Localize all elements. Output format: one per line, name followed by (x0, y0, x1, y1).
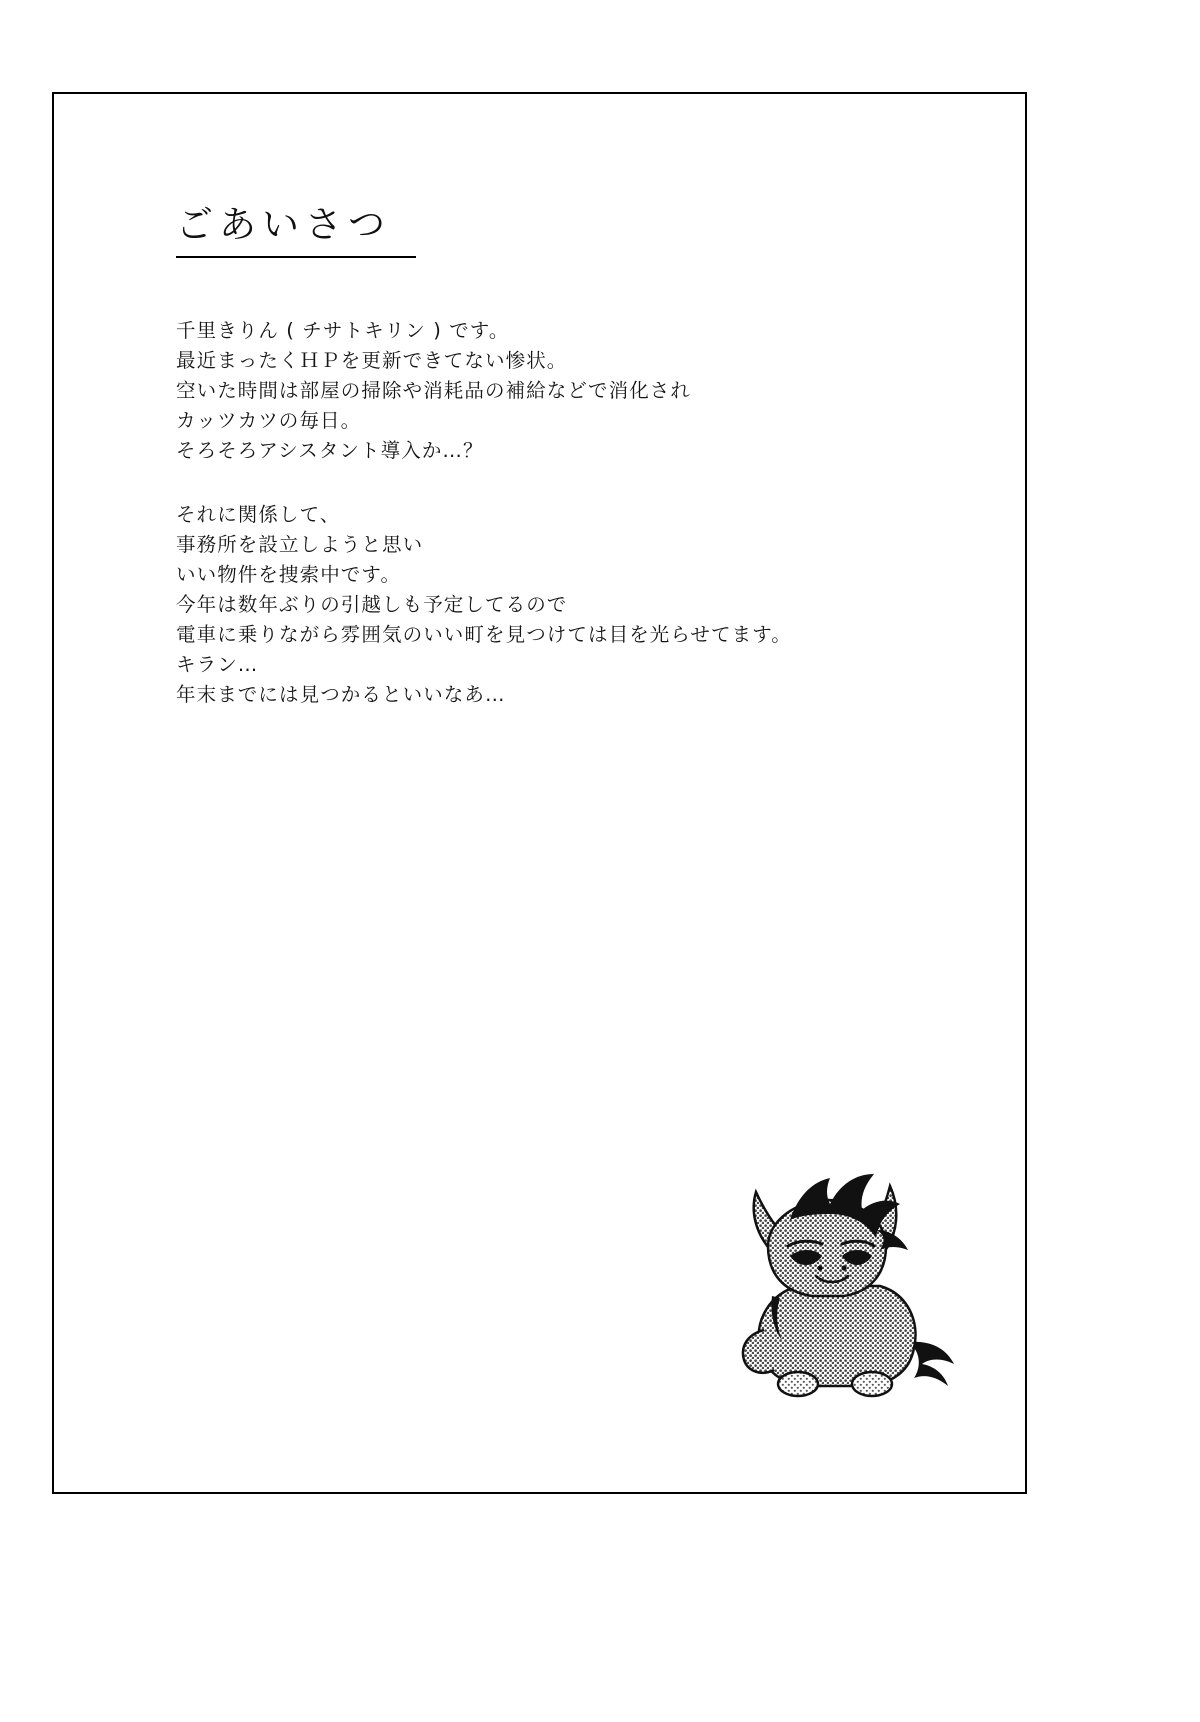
text-line: キラン… (176, 653, 259, 676)
page-title: ごあいさつ (176, 203, 391, 246)
page-title-underline (176, 256, 416, 258)
page-border-frame (52, 92, 1027, 1494)
text-line: 事務所を設立しようと思い (176, 533, 424, 556)
text-line: 空いた時間は部屋の掃除や消耗品の補給などで消化され (176, 379, 692, 402)
text-line: それに関係して、 (176, 503, 341, 526)
body-text (176, 316, 956, 710)
text-line: カッツカツの毎日。 (176, 409, 362, 432)
text-line: 最近まったくＨＰを更新できてない惨状。 (176, 349, 568, 372)
text-line: 今年は数年ぶりの引越しも予定してるので (176, 593, 568, 616)
text-line: 電車に乗りながら雰囲気のいい町を見つけては目を光らせてます。 (176, 623, 792, 646)
text-line: そろそろアシスタント導入か…？ (176, 439, 484, 462)
paragraph-office (176, 500, 956, 710)
horse-mascot-illustration (694, 1134, 994, 1434)
text-line: いい物件を捜索中です。 (176, 563, 402, 586)
text-line: 年末までには見つかるといいなあ… (176, 683, 506, 706)
page-title-block (176, 194, 416, 258)
text-line: 千里きりん ( チサトキリン ) です。 (176, 319, 510, 342)
paragraph-intro (176, 316, 956, 466)
